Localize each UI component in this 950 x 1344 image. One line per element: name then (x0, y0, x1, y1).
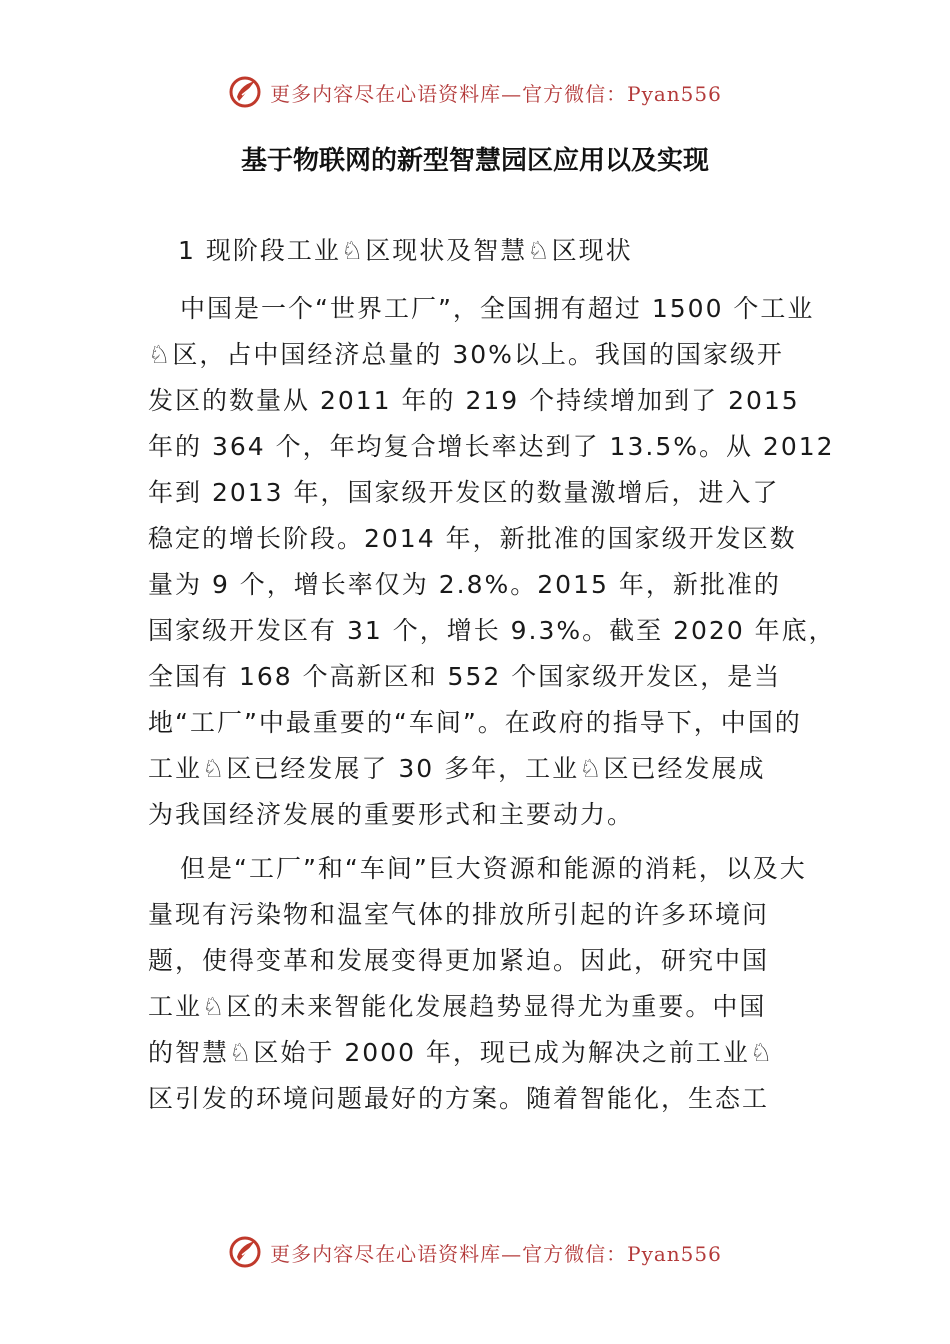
paragraph-2 (148, 846, 816, 1122)
document-title: 基于物联网的新型智慧园区应用以及实现 (240, 146, 709, 176)
paragraph-1 (148, 286, 836, 838)
footer-banner (0, 1232, 950, 1272)
paragraph-line: 稳定的增长阶段。2014 年，新批准的国家级开发区数 (148, 524, 797, 553)
paragraph-line: 量现有污染物和温室气体的排放所引起的许多环境问 (148, 900, 770, 929)
section-heading: 1 现阶段工业♘区现状及智慧♘区现状 (178, 236, 633, 265)
paragraph-line: 发区的数量从 2011 年的 219 个持续增加到了 2015 (148, 386, 800, 415)
brand-logo-icon (228, 75, 262, 109)
footer-banner-text: 更多内容尽在心语资料库—官方微信：Pyan556 (270, 1241, 722, 1266)
paragraph-line: 工业♘区的未来智能化发展趋势显得尤为重要。中国 (148, 992, 767, 1021)
document-body (148, 228, 836, 1130)
paragraph-line: 全国有 168 个高新区和 552 个国家级开发区，是当 (148, 662, 782, 691)
brand-logo-icon (228, 1235, 262, 1269)
paragraph-line: 题，使得变革和发展变得更加紧迫。因此，研究中国 (148, 946, 770, 975)
paragraph-line: 年到 2013 年，国家级开发区的数量激增后，进入了 (148, 478, 780, 507)
paragraph-line: 地“工厂”中最重要的“车间”。在政府的指导下，中国的 (148, 708, 802, 737)
paragraph-line: 的智慧♘区始于 2000 年，现已成为解决之前工业♘ (148, 1038, 775, 1067)
paragraph-line: 工业♘区已经发展了 30 多年，工业♘区已经发展成 (148, 754, 766, 783)
paragraph-line: 国家级开发区有 31 个，增长 9.3%。截至 2020 年底， (148, 616, 836, 645)
paragraph-line: 中国是一个“世界工厂”，全国拥有超过 1500 个工业 (180, 294, 815, 323)
paragraph-line: 但是“工厂”和“车间”巨大资源和能源的消耗，以及大 (180, 854, 807, 883)
paragraph-line: 年的 364 个，年均复合增长率达到了 13.5%。从 2012 (148, 432, 835, 461)
header-banner-text: 更多内容尽在心语资料库—官方微信：Pyan556 (270, 81, 722, 106)
paragraph-line: 区引发的环境问题最好的方案。随着智能化，生态工 (148, 1084, 770, 1113)
header-banner (0, 72, 950, 112)
paragraph-line: 量为 9 个，增长率仅为 2.8%。2015 年，新批准的 (148, 570, 781, 599)
paragraph-line: ♘区，占中国经济总量的 30%以上。我国的国家级开 (148, 340, 784, 369)
paragraph-line: 为我国经济发展的重要形式和主要动力。 (148, 800, 635, 829)
